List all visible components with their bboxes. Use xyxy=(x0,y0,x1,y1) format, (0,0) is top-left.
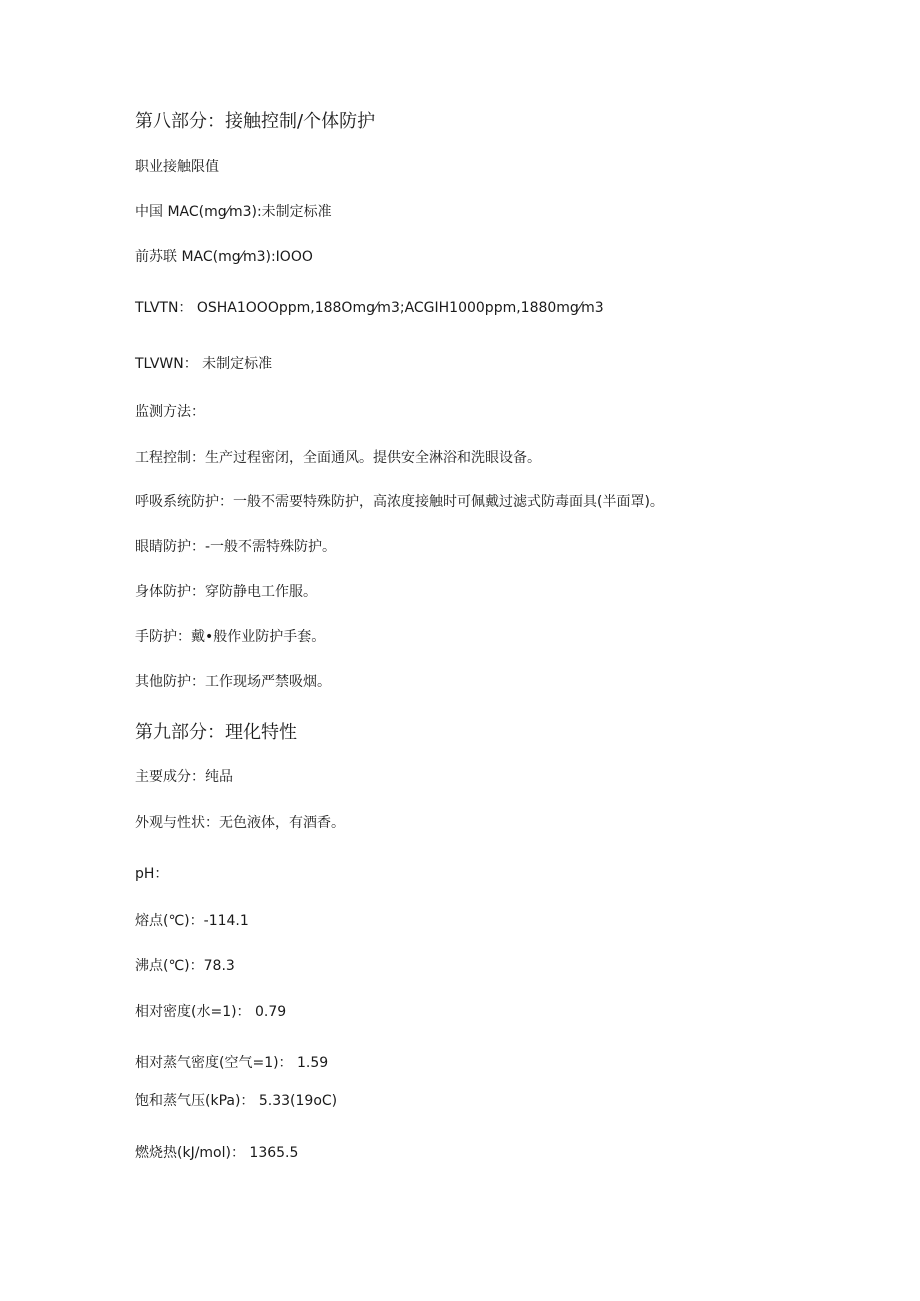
boiling-point-line: 沸点(℃)：78.3 xyxy=(135,958,235,974)
engineering-control-line: 工程控制：生产过程密闭，全面通风。提供安全淋浴和洗眼设备。 xyxy=(135,450,541,466)
monitoring-method-line: 监测方法： xyxy=(135,404,205,420)
ph-line: pH： xyxy=(135,866,169,882)
appearance-line: 外观与性状：无色液体，有酒香。 xyxy=(135,815,345,831)
vapor-density-line: 相对蒸气密度(空气=1)： 1.59 xyxy=(135,1055,329,1071)
hand-protection-line: 手防护：戴•般作业防护手套。 xyxy=(135,629,326,645)
tlvtn-line: TLVTN： OSHA1OOOppm,188Omg⁄m3;ACGIH1000ppm,1880mg⁄m3 xyxy=(135,300,604,316)
section-8-heading: 第八部分：接触控制/个体防护 xyxy=(135,111,376,132)
body-protection-line: 身体防护：穿防静电工作服。 xyxy=(135,584,317,600)
eye-protection-line: 眼睛防护：-一般不需特殊防护。 xyxy=(135,539,337,555)
exposure-limits-label: 职业接触限值 xyxy=(135,159,219,175)
relative-density-line: 相对密度(水=1)： 0.79 xyxy=(135,1004,287,1020)
heat-of-combustion-line: 燃烧热(kJ/mol)： 1365.5 xyxy=(135,1145,299,1161)
vapor-pressure-line: 饱和蒸气压(kPa)： 5.33(19oC) xyxy=(135,1093,338,1109)
tlvwn-line: TLVWN： 未制定标准 xyxy=(135,356,273,372)
melting-point-line: 熔点(℃)：-114.1 xyxy=(135,913,249,929)
respiratory-protection-line: 呼吸系统防护：一般不需要特殊防护，高浓度接触时可佩戴过滤式防毒面具(半面罩)。 xyxy=(135,494,664,510)
main-component-line: 主要成分：纯品 xyxy=(135,769,233,785)
other-protection-line: 其他防护：工作现场严禁吸烟。 xyxy=(135,674,331,690)
section-9-heading: 第九部分：理化特性 xyxy=(135,722,297,743)
china-mac-line: 中国 MAC(mg⁄m3):未制定标准 xyxy=(135,204,332,220)
soviet-mac-line: 前苏联 MAC(mg⁄m3):IOOO xyxy=(135,249,313,265)
